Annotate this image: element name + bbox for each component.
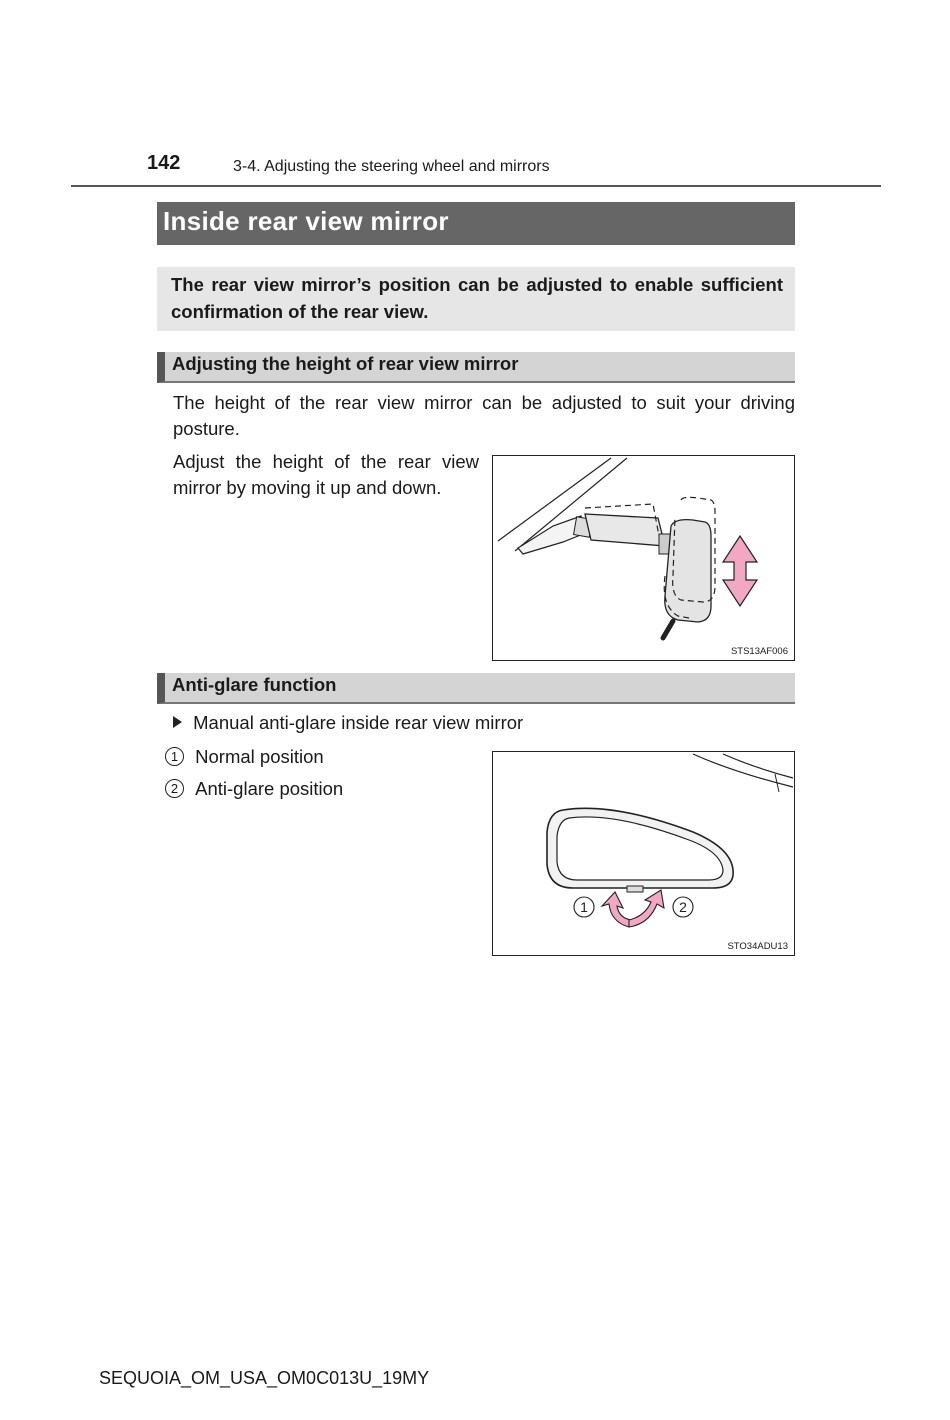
anti-glare-bullet [173, 710, 523, 736]
mirror-height-illustration [493, 456, 794, 660]
figure-anti-glare [492, 751, 795, 956]
page-number: 142 [147, 152, 181, 174]
section-title: Inside rear view mirror [157, 202, 795, 245]
subheading-height-adjust: Adjusting the height of rear view mirror [157, 352, 795, 383]
list-item [165, 744, 324, 770]
figure-code: STS13AF006 [730, 646, 788, 657]
header-rule [71, 185, 881, 187]
running-head: 3-4. Adjusting the steering wheel and mirrors [233, 158, 550, 175]
footer-doc-id: SEQUOIA_OM_USA_OM0C013U_19MY [99, 1368, 430, 1388]
subheading-anti-glare: Anti-glare function [157, 673, 795, 704]
list-item-label: Anti-glare position [195, 778, 344, 799]
figure-mirror-height [492, 455, 795, 661]
figure-code: STO34ADU13 [727, 941, 788, 952]
circled-number-icon: 1 [165, 747, 184, 766]
anti-glare-illustration [493, 752, 794, 955]
triangle-bullet-icon [173, 716, 182, 728]
circled-number-icon: 2 [165, 779, 184, 798]
figure-marker-1: 1 [580, 899, 588, 915]
summary-box [157, 267, 795, 331]
height-adjust-paragraph: The height of the rear view mirror can be adjusted to suit your driving posture. [173, 392, 795, 439]
list-item-label: Normal position [195, 746, 324, 767]
anti-glare-bullet-text: Manual anti-glare inside rear view mirror [193, 712, 524, 733]
height-adjust-instruction: Adjust the height of the rear view mirror by moving it up and down. [173, 451, 479, 498]
figure-marker-2: 2 [679, 899, 687, 915]
summary-text: The rear view mirror’s position can be adjusted to enable sufficient confirmation of the rear view. [171, 274, 783, 322]
list-item [165, 776, 343, 802]
